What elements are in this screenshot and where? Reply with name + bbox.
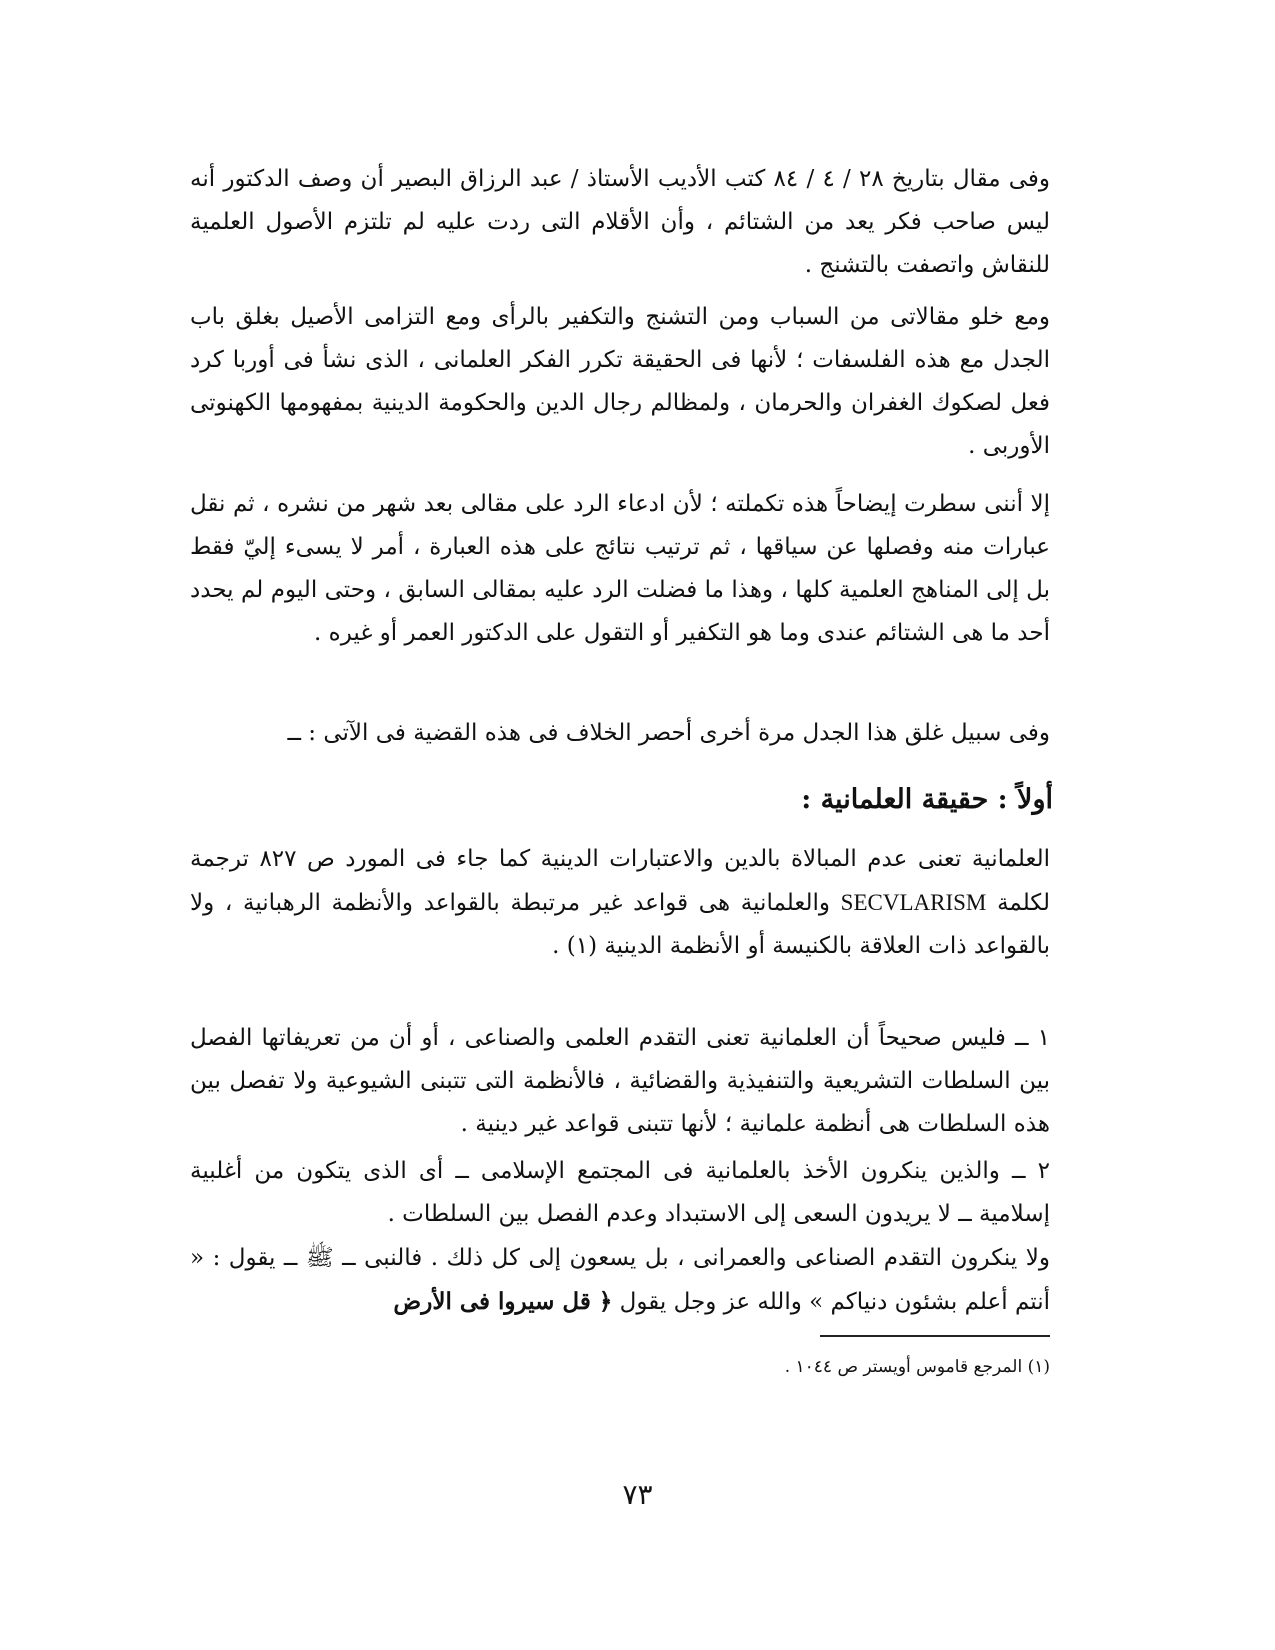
- page-number: ٧٣: [622, 1478, 653, 1511]
- paragraph-point-one: ١ ــ فليس صحيحاً أن العلمانية تعنى التقدم العلمى والصناعى ، أو أن من تعريفاتها الفصل بين السلطات التشريعية والتنفيذية والقضائية ، فالأنظمة التى تتبنى الشيوعية ولا تفصل بين هذه السلطات هى أنظمة علمانية ؛ لأنها تتبنى قواعد غير دينية .: [190, 1025, 1050, 1137]
- footnote-divider: [820, 1335, 1050, 1337]
- paragraph-no-insults: ومع خلو مقالاتى من السباب ومن التشنج والتكفير بالرأى ومع التزامى الأصيل بغلق باب الجدل مع هذه الفلسفات ؛ لأنها فى الحقيقة تكرر الفكر العلمانى ، الذى نشأ فى أوربا كرد فعل لصكوك الغفران والحرمان ، ولمظالم رجال الدين والحكومة الدينية بمفهومها الكهنوتى الأوربى .: [190, 304, 1050, 459]
- definition-text-start: العلمانية تعنى عدم المبالاة بالدين والاعتبارات الدينية كما جاء فى المورد ص ٨٢٧ ترجمة لكلمة: [190, 846, 1051, 916]
- paragraph-clarification: إلا أننى سطرت إيضاحاً هذه تكملته ؛ لأن ادعاء الرد على مقالى بعد شهر من نشره ، ثم نقل عبارات منه وفصلها عن سياقها ، ثم ترتيب نتائج على هذه العبارة ، أمر لا يسىء إليّ فقط بل إلى المناهج العلمية كلها ، وهذا ما فضلت الرد عليه بمقالى السابق ، وحتى اليوم لم يحدد أحد ما هى الشتائم عندى وما هو التكفير أو التقول على الدكتور العمر أو غيره .: [190, 491, 1050, 646]
- latin-term: SECVLARISM: [840, 890, 987, 915]
- footnote: (١) المرجع قاموس أويستر ص ١٠٤٤ .: [784, 1357, 1050, 1377]
- definition-text-end: والعلمانية هى قواعد غير مرتبطة بالقواعد والأنظمة الرهبانية ، ولا بالقواعد ذات العلاقة بالكنيسة أو الأنظمة الدينية (١) .: [190, 890, 1050, 959]
- paragraph-article-date: وفى مقال بتاريخ ٢٨ / ٤ / ٨٤ كتب الأديب الأستاذ / عبد الرزاق البصير أن وصف الدكتور أنه ليس صاحب فكر يعد من الشتائم ، وأن الأقلام التى ردت عليه لم تلتزم الأصول العلمية للنقاش واتصفت بالتشنج .: [190, 166, 1051, 278]
- paragraph-point-two: ٢ ــ والذين ينكرون الأخذ بالعلمانية فى المجتمع الإسلامى ــ أى الذى يتكون من أغلبية إسلامية ــ لا يريدون السعى إلى الاستبداد وعدم الفصل بين السلطات .: [190, 1158, 1050, 1227]
- section-heading: أولاً : حقيقة العلمانية :: [801, 784, 1053, 815]
- paragraph-progress: [190, 1237, 1050, 1324]
- paragraph-closing-debate: وفى سبيل غلق هذا الجدل مرة أخرى أحصر الخلاف فى هذه القضية فى الآتى : ــ: [287, 720, 1050, 746]
- progress-text: ولا ينكرون التقدم الصناعى والعمرانى ، بل يسعون إلى كل ذلك . فالنبى ــ ﷺ ــ يقول : « أنتم أعلم بشئون دنياكم » والله عز وجل يقول: [190, 1245, 1050, 1315]
- quran-quote: ﴿ قل سيروا فى الأرض: [393, 1288, 613, 1315]
- paragraph-secularism-definition: [190, 838, 1050, 968]
